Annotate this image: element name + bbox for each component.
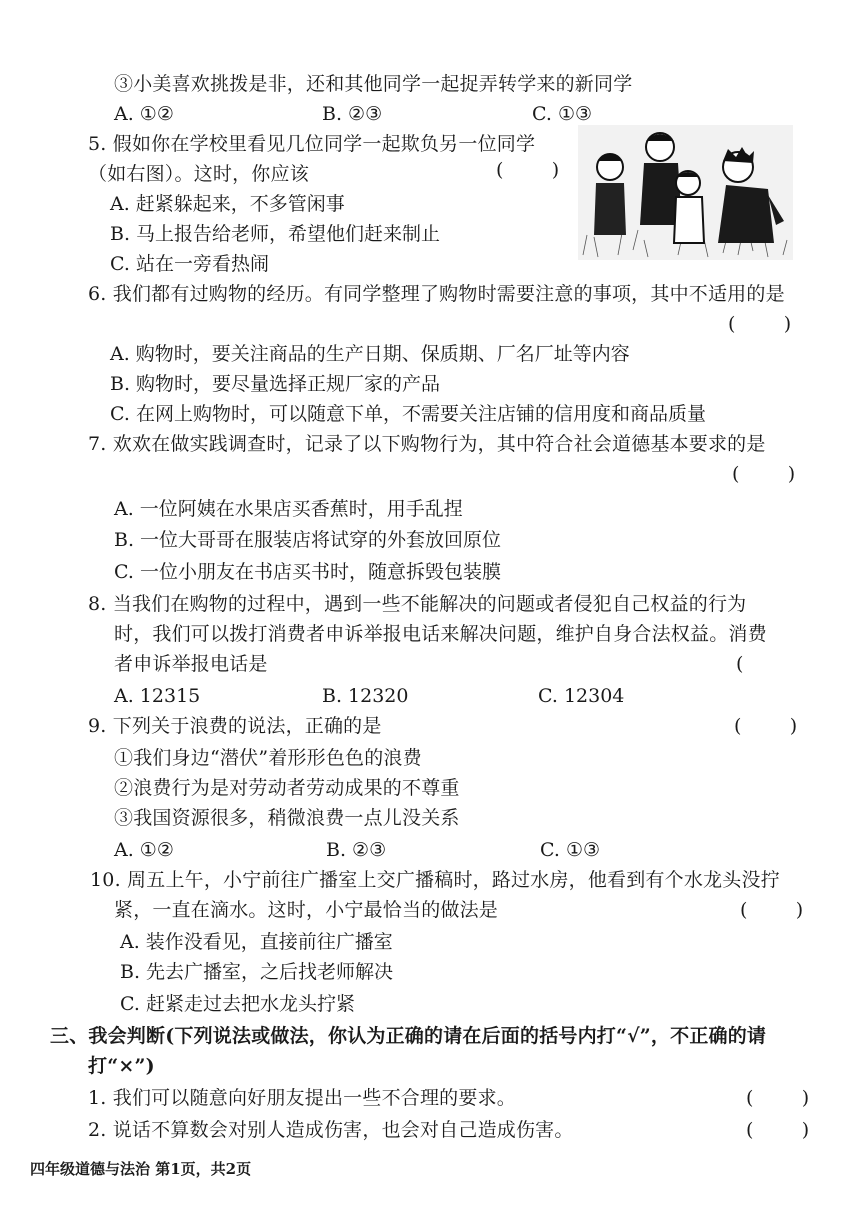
q9-statement-3: ③我国资源很多，稍微浪费一点儿没关系 — [114, 807, 460, 829]
q10-stem-line1: 10. 周五上午，小宁前往广播室上交广播稿时，路过水房，他看到有个水龙头没拧 — [90, 869, 780, 891]
section3-heading-line2: 打“×”) — [88, 1055, 155, 1077]
q4-option-b: B. ②③ — [322, 103, 383, 125]
section3-heading-line1: 三、我会判断(下列说法或做法，你认为正确的请在后面的括号内打“√”，不正确的请 — [50, 1025, 767, 1047]
q9-answer-paren: ( ) — [734, 715, 798, 737]
q4-option-a: A. ①② — [114, 103, 174, 125]
q5-option-b: B. 马上报告给老师，希望他们赶来制止 — [110, 223, 441, 245]
section3-item-1-paren: ( ) — [746, 1087, 810, 1109]
q6-option-b: B. 购物时，要尽量选择正规厂家的产品 — [110, 373, 441, 395]
q10-answer-paren: ( ) — [740, 899, 804, 921]
section3-item-2: 2. 说话不算数会对别人造成伤害，也会对自己造成伤害。 — [88, 1119, 574, 1141]
q7-option-b: B. 一位大哥哥在服装店将试穿的外套放回原位 — [114, 529, 502, 551]
bullying-illustration — [578, 125, 793, 260]
q6-option-c: C. 在网上购物时，可以随意下单，不需要关注店铺的信用度和商品质量 — [110, 403, 706, 425]
q9-statement-1: ①我们身边“潜伏”着形形色色的浪费 — [114, 747, 422, 769]
q5-answer-paren: ( ) — [496, 159, 560, 181]
q8-stem-line1: 8. 当我们在购物的过程中，遇到一些不能解决的问题或者侵犯自己权益的行为 — [88, 593, 747, 615]
q8-stem-line3: 者申诉举报电话是 — [114, 653, 268, 675]
q8-option-b: B. 12320 — [322, 685, 409, 707]
section3-item-2-paren: ( ) — [746, 1119, 810, 1141]
q7-option-a: A. 一位阿姨在水果店买香蕉时，用手乱捏 — [114, 498, 463, 520]
q8-stem-line2: 时，我们可以拨打消费者申诉举报电话来解决问题，维护自身合法权益。消费 — [114, 623, 767, 645]
q10-stem-line2: 紧，一直在滴水。这时，小宁最恰当的做法是 — [114, 899, 499, 921]
q6-stem-line1: 6. 我们都有过购物的经历。有同学整理了购物时需要注意的事项，其中不适用的是 — [88, 283, 785, 305]
q4-option-c: C. ①③ — [532, 103, 593, 125]
q5-option-a: A. 赶紧躲起来，不多管闲事 — [110, 193, 345, 215]
q5-stem-line1: 5. 假如你在学校里看见几位同学一起欺负另一位同学 — [88, 133, 536, 155]
q10-option-b: B. 先去广播室，之后找老师解决 — [120, 961, 394, 983]
section3-item-1: 1. 我们可以随意向好朋友提出一些不合理的要求。 — [88, 1087, 516, 1109]
q6-option-a: A. 购物时，要关注商品的生产日期、保质期、厂名厂址等内容 — [110, 343, 630, 365]
q6-answer-paren: ( ) — [728, 313, 792, 335]
q10-option-a: A. 装作没看见，直接前往广播室 — [120, 931, 393, 953]
page-footer: 四年级道德与法治 第1页，共2页 — [30, 1160, 252, 1178]
q10-option-c: C. 赶紧走过去把水龙头拧紧 — [120, 993, 355, 1015]
q4-statement-3: ③小美喜欢挑拨是非，还和其他同学一起捉弄转学来的新同学 — [114, 73, 633, 95]
q8-option-c: C. 12304 — [538, 685, 625, 707]
q7-answer-paren: ( ) — [732, 463, 796, 485]
q9-option-c: C. ①③ — [540, 839, 601, 861]
q5-stem-line2: （如右图）。这时，你应该 — [88, 163, 309, 185]
q7-stem-line1: 7. 欢欢在做实践调查时，记录了以下购物行为，其中符合社会道德基本要求的是 — [88, 433, 766, 455]
q5-option-c: C. 站在一旁看热闹 — [110, 253, 269, 275]
q9-statement-2: ②浪费行为是对劳动者劳动成果的不尊重 — [114, 777, 460, 799]
q8-answer-paren: ( — [736, 653, 744, 675]
q9-stem-line1: 9. 下列关于浪费的说法，正确的是 — [88, 715, 382, 737]
q9-option-b: B. ②③ — [326, 839, 387, 861]
q7-option-c: C. 一位小朋友在书店买书时，随意拆毁包装膜 — [114, 561, 501, 583]
q8-option-a: A. 12315 — [114, 685, 201, 707]
q9-option-a: A. ①② — [114, 839, 174, 861]
